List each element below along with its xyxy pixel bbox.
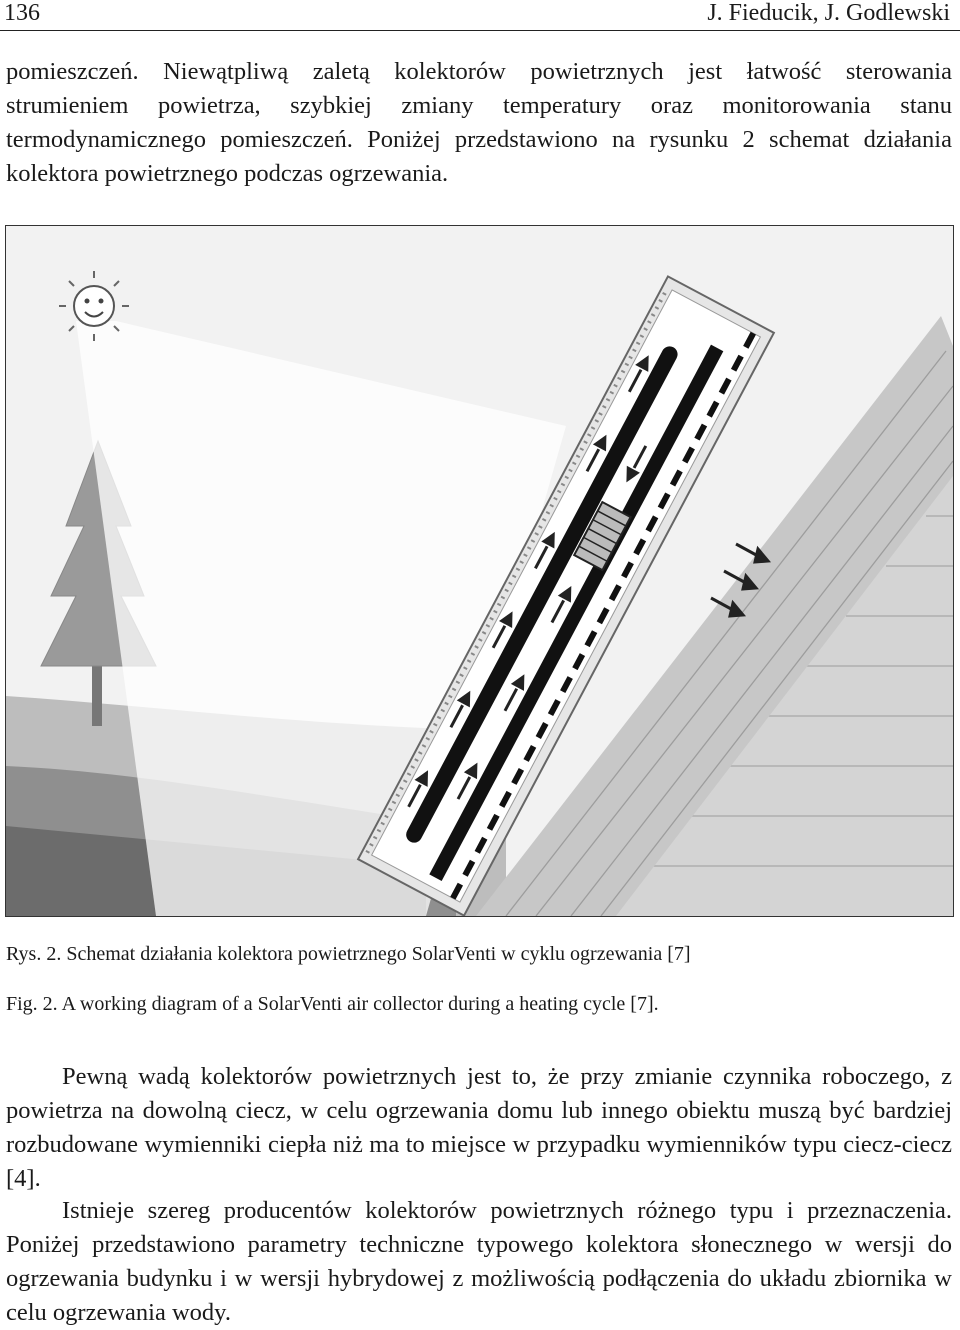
figure-caption-english: Fig. 2. A working diagram of a SolarVenti air collector during a heating cycle [7].	[6, 993, 659, 1015]
figure-caption-polish: Rys. 2. Schemat działania kolektora powietrznego SolarVenti w cyklu ogrzewania [7]	[6, 943, 691, 965]
page-header	[0, 0, 960, 31]
collector-illustration	[6, 226, 953, 916]
paragraph-producers: Istnieje szereg producentów kolektorów powietrznych różnego typu i przeznaczenia. Poniżej przedstawiono parametry techniczne typowego kolektora słonecznego w wersji do ogrzewania budynku i w wersji hybrydowej z możliwością podłączenia do układu zbiornika w celu ogrzewania wody.	[6, 1197, 952, 1326]
figure-collector-diagram	[5, 225, 954, 917]
paragraph-disadvantage: Pewną wadą kolektorów powietrznych jest to, że przy zmianie czynnika roboczego, z powietrza na dowolną ciecz, w celu ogrzewania domu lub innego obiektu muszą być bardziej rozbudowane wymienniki ciepła niż ma to miejsce w przypadku wymienników typu ciecz-ciecz [4].	[6, 1063, 952, 1192]
running-head-authors: J. Fieducik, J. Godlewski	[707, 0, 950, 26]
page-number: 136	[4, 0, 40, 26]
paragraph-intro: pomieszczeń. Niewątpliwą zaletą kolektorów powietrznych jest łatwość sterowania strumieniem powietrza, szybkiej zmiany temperatury oraz monitorowania stanu termodynamicznego pomieszczeń. Poniżej przedstawiono na rysunku 2 schemat działania kolektora powietrznego podczas ogrzewania.	[6, 58, 952, 187]
